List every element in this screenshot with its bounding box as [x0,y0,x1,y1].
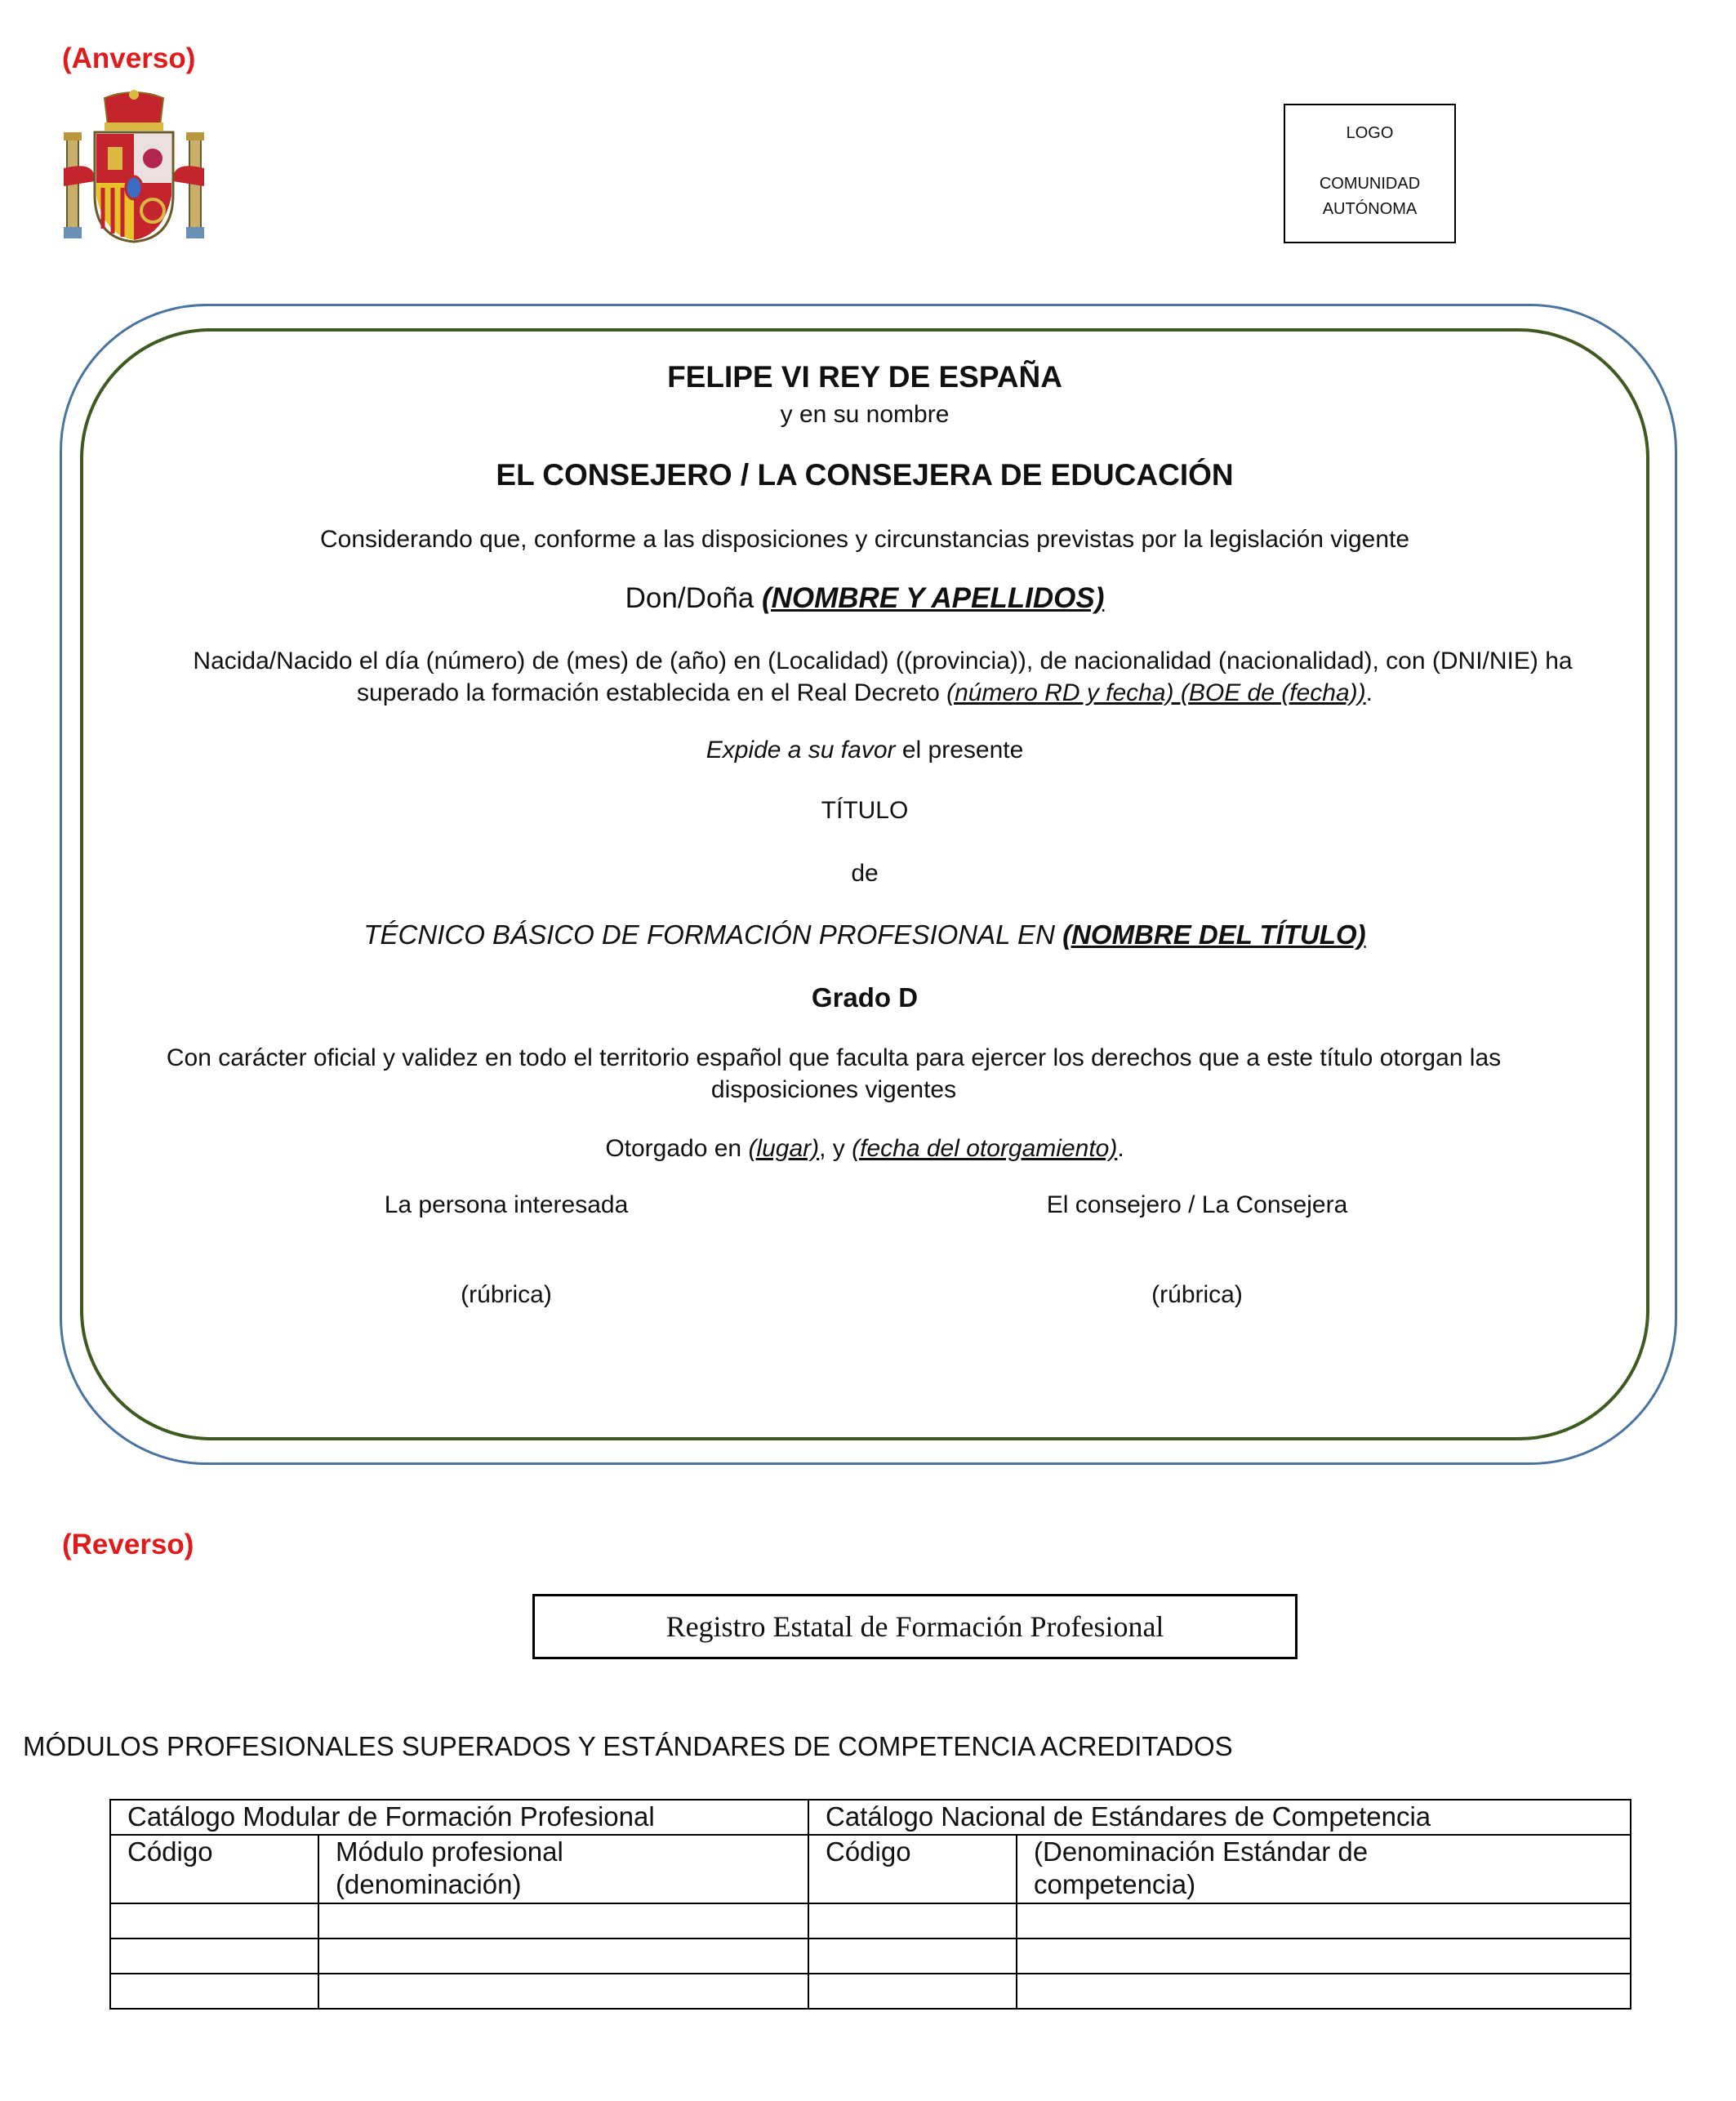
rubrica-left: (rúbrica) [461,1281,552,1308]
official-line-2: disposiciones vigentes [710,1076,957,1103]
expide-rest: el presente [895,737,1024,763]
logo-placeholder-box [1284,104,1456,243]
registro-box [532,1594,1298,1659]
tecnico-prefix: TÉCNICO BÁSICO DE FORMACIÓN PROFESIONAL EN [363,919,1063,950]
col-codigo-right-header: Código [808,1835,1017,1903]
col-modulo-line2: (denominación) [336,1869,522,1899]
col-estandar-header [1017,1835,1631,1903]
table-cell[interactable] [318,1939,808,1974]
col-estandar-line2: competencia) [1034,1869,1196,1899]
reverso-label: (Reverso) [62,1529,194,1560]
official-line-1: Con carácter oficial y validez en todo el territorio español que faculta para ejercer los derechos que a este título otorgan las [166,1044,1502,1071]
fecha-placeholder: (fecha del otorgamiento) [852,1135,1118,1162]
sign-left-label: La persona interesada [384,1191,629,1218]
name-placeholder: (NOMBRE Y APELLIDOS) [761,582,1105,614]
otorgado-prefix: Otorgado en [605,1135,749,1162]
title-placeholder: (NOMBRE DEL TÍTULO) [1062,919,1366,950]
col-modulo-line1: Módulo profesional [336,1836,563,1867]
birth-line-2 [80,678,1649,709]
logo-autonoma-text: AUTÓNOMA [1322,200,1418,218]
table-row [110,1939,1631,1974]
don-prefix: Don/Doña [625,582,762,614]
registro-text: Registro Estatal de Formación Profesional [665,1610,1164,1643]
table-group-header-row [110,1800,1631,1835]
considering-text: Considerando que, conforme a las disposiciones y circunstancias previstas por la legislación vigente [319,526,1410,553]
col-codigo-left-header: Código [110,1835,318,1903]
table-cell[interactable] [808,1974,1017,2009]
logo-comunidad-text: COMUNIDAD [1319,175,1421,193]
on-behalf-text: y en su nombre [780,401,950,428]
col-estandar-line1: (Denominación Estándar de [1034,1836,1369,1867]
table-cell[interactable] [1017,1903,1631,1939]
anverso-label: (Anverso) [62,42,196,74]
table-row [110,1974,1631,2009]
col-modulo-header [318,1835,808,1903]
otorgado-suffix: . [1117,1135,1124,1162]
rubrica-right: (rúbrica) [1151,1281,1243,1308]
lugar-placeholder: (lugar) [748,1135,820,1162]
table-cell[interactable] [110,1903,318,1939]
table-column-header-row [110,1835,1631,1903]
table-cell[interactable] [110,1939,318,1974]
birth-line-1: Nacida/Nacido el día (número) de (mes) de (año) en (Localidad) ((provincia)), de nacionalidad (nacionalidad), con (DNI/NIE) ha [193,648,1573,674]
table-row [110,1903,1631,1939]
modules-heading: MÓDULOS PROFESIONALES SUPERADOS Y ESTÁNDARES DE COMPETENCIA ACREDITADOS [23,1731,1233,1761]
table-cell[interactable] [1017,1939,1631,1974]
de-text: de [851,860,879,887]
birth-line-2-suffix: . [1365,679,1373,706]
table-cell[interactable] [318,1974,808,2009]
table-cell[interactable] [808,1939,1017,1974]
decree-placeholder: (número RD y fecha) (BOE de (fecha)) [946,679,1366,706]
king-heading: FELIPE VI REY DE ESPAÑA [667,360,1062,394]
group-right-header: Catálogo Nacional de Estándares de Competencia [808,1800,1631,1835]
tecnico-line [80,919,1649,950]
table-cell[interactable] [318,1903,808,1939]
table-cell[interactable] [110,1974,318,2009]
group-left-header: Catálogo Modular de Formación Profesional [110,1800,808,1835]
titulo-heading: TÍTULO [821,797,909,824]
birth-line-2-prefix: superado la formación establecida en el Real Decreto [357,679,947,706]
table-cell[interactable] [1017,1974,1631,2009]
logo-text: LOGO [1346,124,1394,142]
sign-right-label: El consejero / La Consejera [1046,1191,1348,1218]
expide-italic: Expide a su favor [706,737,896,763]
authority-heading: EL CONSEJERO / LA CONSEJERA DE EDUCACIÓN [496,458,1234,492]
expide-line [80,735,1649,766]
table-cell[interactable] [808,1903,1017,1939]
modules-table [109,1799,1631,2010]
otorgado-line [80,1133,1649,1164]
spain-coat-of-arms-icon [64,90,204,245]
otorgado-middle: , y [819,1135,852,1162]
grado-heading: Grado D [811,982,919,1013]
holder-name-line [80,583,1649,614]
